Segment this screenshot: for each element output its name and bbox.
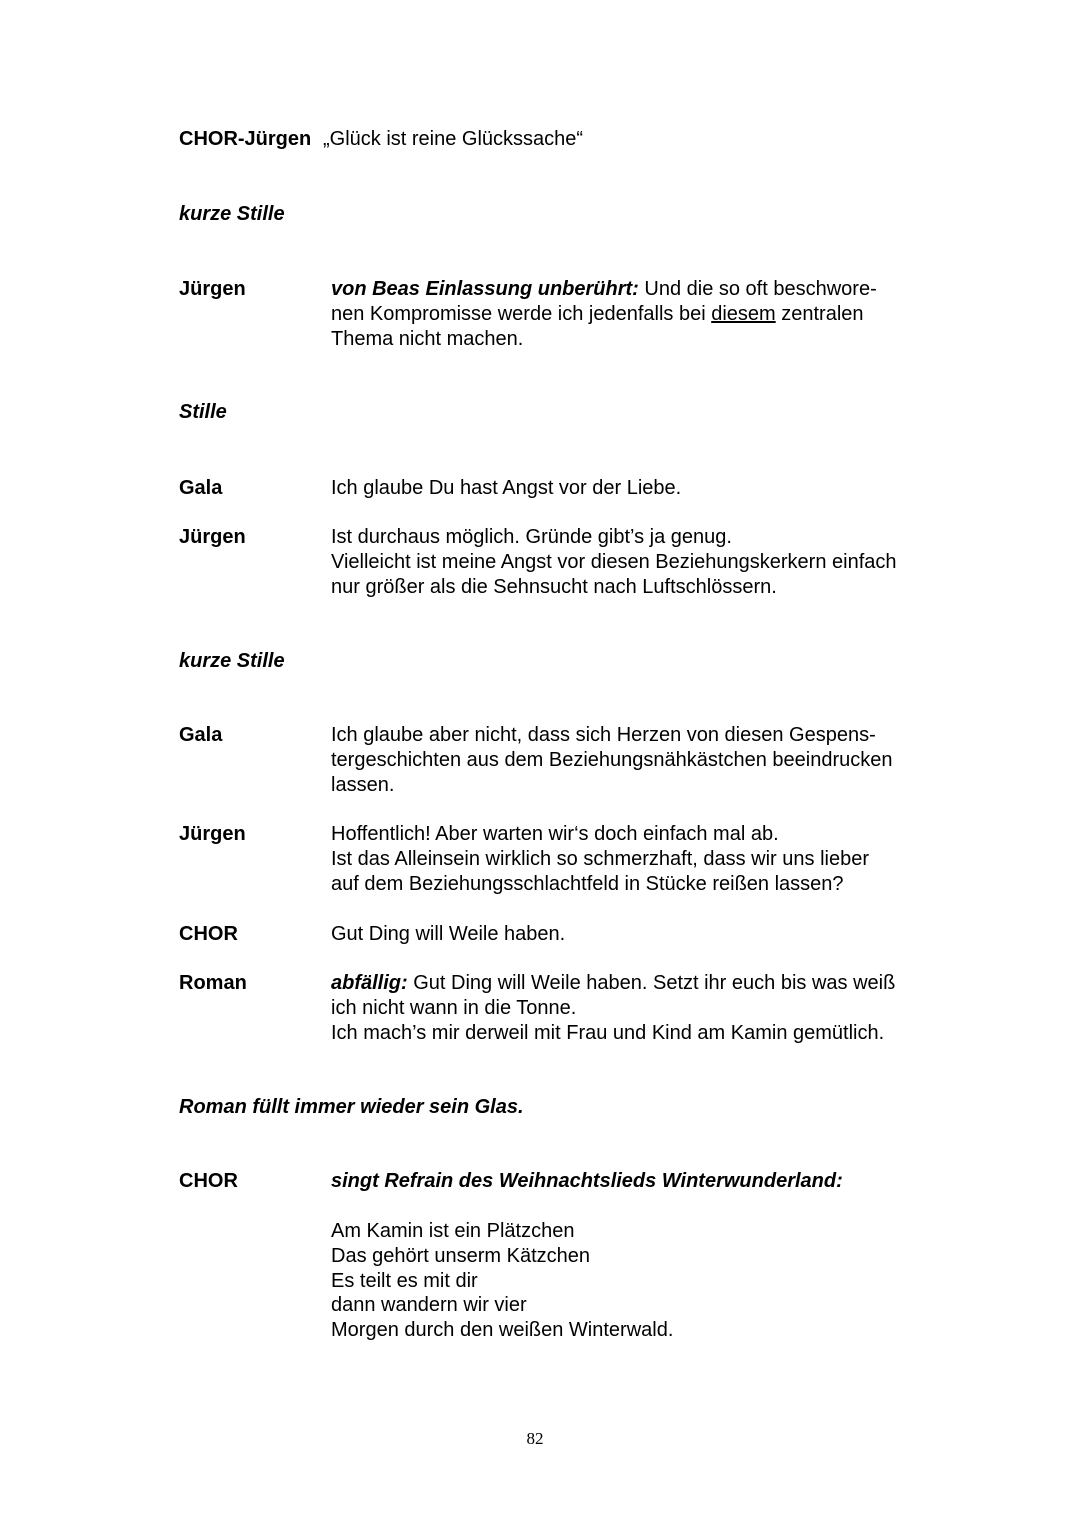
lyric-line: Morgen durch den weißen Winterwald. <box>331 1319 674 1342</box>
inline-direction-song: singt Refrain des Weihnachtslieds Winterwunderland: <box>331 1170 843 1192</box>
speaker-gala: Gala <box>179 724 223 746</box>
dialogue-text: Ich mach’s mir derweil mit Frau und Kind am Kamin gemütlich. <box>331 1021 885 1044</box>
lyric-line: Am Kamin ist ein Plätzchen <box>331 1220 575 1242</box>
dialogue-juergen-3 <box>331 822 869 896</box>
dialogue-text: Ich glaube aber nicht, dass sich Herzen von diesen Gespens- <box>331 724 876 746</box>
speaker-juergen: Jürgen <box>179 526 246 548</box>
dialogue-gala-2 <box>331 723 892 797</box>
dialogue-text: lassen. <box>331 773 395 796</box>
dialogue-roman-1 <box>331 971 895 1045</box>
dialogue-text: Und die so oft beschwore- <box>638 278 877 300</box>
stage-direction-short-silence-2: kurze Stille <box>179 650 285 672</box>
dialogue-text: Vielleicht ist meine Angst vor diesen Beziehungskerkern einfach <box>331 550 897 573</box>
song-lyrics <box>331 1219 673 1343</box>
dialogue-text: Ist das Alleinsein wirklich so schmerzhaft, dass wir uns lieber <box>331 847 869 870</box>
stage-direction-short-silence-1: kurze Stille <box>179 203 285 225</box>
dialogue-text: tergeschichten aus dem Beziehungsnähkästchen beeindrucken <box>331 748 893 771</box>
dialogue-text: nur größer als die Sehnsucht nach Luftschlössern. <box>331 575 777 598</box>
header-quote: „Glück ist reine Glückssache“ <box>323 128 584 150</box>
speaker-roman: Roman <box>179 972 247 994</box>
speaker-gala: Gala <box>179 477 223 499</box>
speaker-chor: CHOR <box>179 1170 238 1192</box>
dialogue-text: Ist durchaus möglich. Gründe gibt’s ja genug. <box>331 526 732 548</box>
dialogue-juergen-2 <box>331 525 897 599</box>
speaker-juergen: Jürgen <box>179 823 246 845</box>
speaker-chor-juergen: CHOR-Jürgen <box>179 128 312 150</box>
dialogue-text: ich nicht wann in die Tonne. <box>331 996 577 1019</box>
stage-direction-silence: Stille <box>179 401 227 423</box>
dialogue-gala-1: Ich glaube Du hast Angst vor der Liebe. <box>331 477 682 499</box>
dialogue-text: Thema nicht machen. <box>331 327 524 350</box>
speaker-chor: CHOR <box>179 923 238 945</box>
emphasized-word: diesem <box>711 302 776 325</box>
dialogue-text: nen Kompromisse werde ich jedenfalls bei <box>331 302 712 325</box>
dialogue-juergen-1 <box>331 277 877 351</box>
stage-direction-roman-glass: Roman füllt immer wieder sein Glas. <box>179 1096 524 1118</box>
dialogue-text: auf dem Beziehungsschlachtfeld in Stücke reißen lassen? <box>331 872 844 895</box>
speaker-juergen: Jürgen <box>179 278 246 300</box>
dialogue-text: Gut Ding will Weile haben. Setzt ihr euch bis was weiß <box>407 972 896 994</box>
dialogue-chor-1: Gut Ding will Weile haben. <box>331 923 566 945</box>
inline-direction: abfällig: <box>331 972 408 994</box>
dialogue-text: Hoffentlich! Aber warten wir‘s doch einfach mal ab. <box>331 823 779 845</box>
inline-direction: von Beas Einlassung unberührt: <box>331 278 639 300</box>
page-number: 82 <box>526 1429 544 1448</box>
lyric-line: Es teilt es mit dir <box>331 1269 478 1292</box>
lyric-line: Das gehört unserm Kätzchen <box>331 1244 591 1267</box>
dialogue-text: zentralen <box>775 302 864 325</box>
lyric-line: dann wandern wir vier <box>331 1294 527 1317</box>
